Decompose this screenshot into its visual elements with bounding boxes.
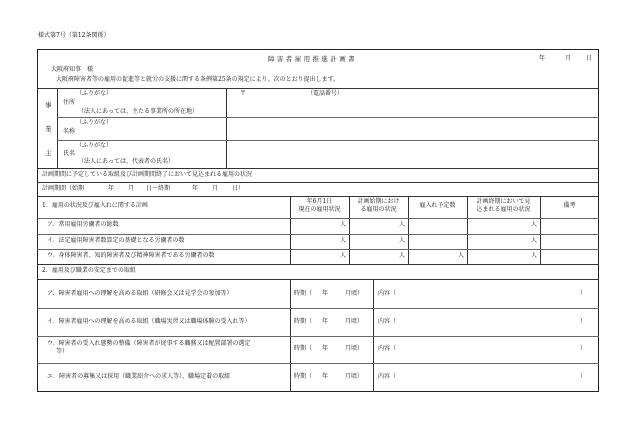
s2-row-e-month: 月頃） bbox=[345, 373, 364, 380]
s2-row-a-content: 内容（ bbox=[378, 290, 397, 297]
form-title: 障害者雇用推進計画書 bbox=[268, 55, 357, 63]
date-day: 日 bbox=[586, 55, 593, 62]
phone-label: （電話番号） bbox=[307, 90, 344, 97]
remarks-header: 備考 bbox=[563, 202, 576, 209]
section2-row-line-2 bbox=[37, 336, 599, 337]
period-year-2: 年 bbox=[192, 185, 199, 192]
row-i-cell-1: 人 bbox=[340, 237, 347, 244]
row-u-cell-1: 人 bbox=[340, 252, 347, 259]
col3-header: 雇入れ予定数 bbox=[419, 202, 456, 209]
section2-row-line-1 bbox=[37, 308, 599, 309]
s2-row-a-time: 時期（ bbox=[294, 290, 313, 297]
s2-row-a-label: ア．障害者雇用への理解を高める取組（研修会又は見学会の参加等） bbox=[47, 290, 233, 297]
s2-row-u-month: 月頃） bbox=[345, 345, 364, 352]
section2-top-line bbox=[37, 264, 599, 265]
col4-header-line2: 込まれる雇用の状況 bbox=[476, 206, 531, 213]
section1-row-line-1 bbox=[37, 218, 599, 219]
section1-row-line-3 bbox=[37, 249, 599, 250]
address-furigana: （ふりがな） bbox=[76, 90, 113, 97]
row-i-label: イ．法定雇用障害者数算定の基礎となる労働者の数 bbox=[47, 237, 185, 244]
period-start-label: 計画期間（始期 bbox=[42, 185, 85, 192]
employer-side-2: 業 bbox=[45, 125, 52, 133]
address-note: （法人にあっては、主たる事業所の所在地） bbox=[78, 108, 198, 115]
plan-heading-top-line bbox=[37, 168, 599, 169]
s2-row-e-close: ） bbox=[580, 373, 587, 380]
section1-row-line-2 bbox=[37, 234, 599, 235]
s2-row-u-label-1: ウ．障害者の受入れ態勢の整備（障害者が従事する職務又は配置部署の選定 bbox=[47, 340, 251, 347]
period-top-line bbox=[37, 182, 599, 183]
col1-header-line2: 現在の雇用状況 bbox=[298, 206, 341, 213]
employer-side-1: 事 bbox=[45, 101, 52, 109]
employer-side-divider bbox=[57, 88, 58, 168]
s2-row-e-label: エ．障害者の募集又は採用（職業紹介への求人等）、職場定着の取組 bbox=[47, 373, 231, 380]
s2-row-e-year: 年 bbox=[322, 373, 329, 380]
name-label: 名称 bbox=[63, 128, 76, 135]
rep-furigana: （ふりがな） bbox=[76, 142, 113, 149]
row-a-cell-1: 人 bbox=[340, 221, 347, 228]
section2-title: 2．雇用及び職業の安定までの取組 bbox=[42, 267, 136, 274]
row-a-cell-4: 人 bbox=[531, 221, 538, 228]
row-u-cell-4: 人 bbox=[531, 252, 538, 259]
s2-row-u-label-2: 等） bbox=[56, 348, 69, 355]
s2-row-a-year: 年 bbox=[322, 290, 329, 297]
s2-row-i-time: 時期（ bbox=[294, 318, 313, 325]
s2-row-i-close: ） bbox=[580, 318, 587, 325]
s2-row-u-year: 年 bbox=[322, 345, 329, 352]
s2-row-u-time: 時期（ bbox=[294, 345, 313, 352]
s2-row-i-content: 内容（ bbox=[378, 318, 397, 325]
address-label: 住所 bbox=[63, 99, 76, 106]
section1-top-line bbox=[37, 196, 599, 197]
section1-title: 1．雇用の状況及び雇入れに関する計画 bbox=[42, 202, 148, 209]
period-month-2: 月 bbox=[212, 185, 219, 192]
period-year-1: 年 bbox=[108, 185, 115, 192]
rep-note: （法人にあっては、代表者の氏名） bbox=[78, 158, 174, 165]
date-year: 年 bbox=[539, 55, 546, 62]
col1-header-line1: 年6月1日 bbox=[306, 198, 333, 205]
col4-header-line1: 計画終期において見 bbox=[476, 198, 531, 205]
form-number: 様式第7号（第12条関係） bbox=[38, 32, 110, 39]
s2-row-a-close: ） bbox=[580, 290, 587, 297]
postal-mark: 〒 bbox=[240, 90, 247, 97]
row-u-cell-2: 人 bbox=[399, 252, 406, 259]
s2-row-i-month: 月頃） bbox=[345, 318, 364, 325]
row-u-label: ウ．身体障害者、知的障害者及び精神障害者である労働者の数 bbox=[47, 252, 215, 259]
row-a-label: ア．常用雇用労働者の総数 bbox=[47, 221, 119, 228]
col2-header-line1: 計画始期におけ bbox=[357, 198, 400, 205]
section2-header-line bbox=[37, 279, 599, 280]
rep-label: 氏名 bbox=[63, 150, 76, 157]
row-u-cell-3: 人 bbox=[458, 252, 465, 259]
addressee: 大阪府知事 様 bbox=[51, 66, 94, 73]
employer-row-line-2 bbox=[57, 140, 599, 141]
employer-top-line bbox=[37, 88, 599, 89]
period-month-1: 月 bbox=[128, 185, 135, 192]
section2-row-line-3 bbox=[37, 363, 599, 364]
row-i-cell-2: 人 bbox=[399, 237, 406, 244]
employer-side-3: 主 bbox=[45, 149, 52, 157]
s2-row-e-time: 時期（ bbox=[294, 373, 313, 380]
s2-row-i-year: 年 bbox=[322, 318, 329, 325]
s2-row-u-close: ） bbox=[580, 345, 587, 352]
s2-row-e-content: 内容（ bbox=[378, 373, 397, 380]
s2-row-i-label: イ．障害者雇用への理解を高める取組（職場実習又は職場体験の受入れ等） bbox=[47, 318, 251, 325]
period-day-1: 日～終期 bbox=[146, 185, 171, 192]
s2-row-a-month: 月頃） bbox=[345, 290, 364, 297]
period-day-2: 日） bbox=[232, 185, 245, 192]
name-furigana: （ふりがな） bbox=[76, 119, 113, 126]
intro-text: 大阪府障害者等の雇用の促進等と就労の支援に関する条例第25条の規定により、次のとおり提出します。 bbox=[56, 76, 340, 83]
s2-row-u-content: 内容（ bbox=[378, 345, 397, 352]
row-i-cell-4: 人 bbox=[531, 237, 538, 244]
plan-heading: 計画期間に予定している取組及び計画期間終了において見込まれる雇用の状況 bbox=[42, 171, 253, 178]
employer-value-divider bbox=[226, 88, 227, 168]
row-a-cell-2: 人 bbox=[399, 221, 406, 228]
date-month: 月 bbox=[565, 55, 572, 62]
col2-header-line2: る雇用の状況 bbox=[360, 206, 397, 213]
employer-row-line-1 bbox=[57, 117, 599, 118]
